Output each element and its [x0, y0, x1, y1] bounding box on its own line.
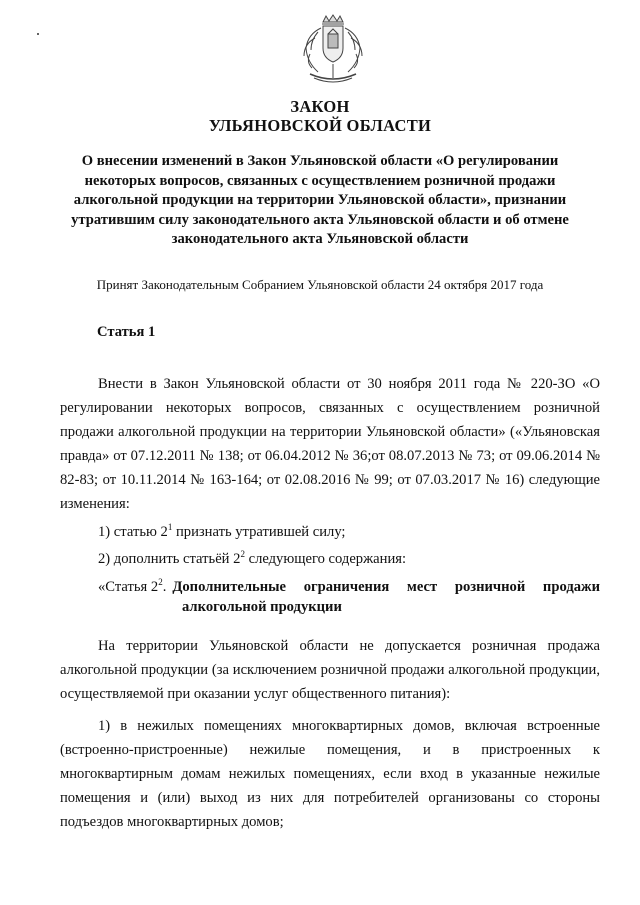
new-article-item-1: 1) в нежилых помещениях многоквартирных домов, включая встроенные (встроенно-пристроенные) нежилые помещения, и в пристроенных к многоквартирным домам нежилых помещениях, если вход в указанные нежилые помещения и (или) выход из них для потребителей организованы со стороны подъездов многоквартирных домов; [60, 718, 600, 830]
law-title-line2: УЛЬЯНОВСКОЙ ОБЛАСТИ [208, 116, 432, 135]
amendment-item-2-text-end: следующего содержания: [244, 551, 407, 567]
ulyanovsk-coat-of-arms-icon [296, 14, 370, 86]
amendment-item-1-superscript: 1 [167, 522, 173, 532]
new-article-title-line1 [98, 575, 600, 599]
amendment-item-2 [98, 547, 598, 571]
article-1-intro: Внести в Закон Ульяновской области от 30 ноября 2011 года № 220-ЗО «О регулировании некоторых вопросов, связанных с осуществлением розничной продажи алкогольной продукции на территории Ульяновской области» («Ульяновская правда» от 07.12.2011 № 138; от 06.04.2012 № 36;от 08.07.2013 № 73; от 09.06.2014 № 82-83; от 10.11.2014 № 163-164; от 02.08.2016 № 99; от 07.03.2017 № 16) следующие изменения: [60, 376, 600, 512]
new-article-title-line2: алкогольной продукции [182, 599, 342, 615]
scan-speck [37, 33, 39, 35]
new-article-title-text1: Дополнительные ограничения мест розничной продажи [172, 579, 600, 595]
amendment-item-1-text-end: признать утратившей силу; [172, 524, 346, 540]
law-title-line1: ЗАКОН [290, 97, 350, 116]
new-article-number-dot: . [162, 579, 167, 595]
article-1-title: Статья 1 [97, 324, 156, 340]
amendment-item-2-superscript: 2 [240, 549, 245, 559]
new-article-paragraph: На территории Ульяновской области не допускается розничная продажа алкогольной продукции (за исключением розничной продажи алкогольной продукции, осуществляемой при оказании услуг общественного питания): [60, 638, 600, 702]
new-article-number-superscript: 2 [158, 577, 163, 587]
law-title [0, 97, 640, 135]
amendment-item-1-text: 1) статью 2 [98, 524, 168, 540]
new-article-number [98, 575, 166, 599]
amendment-item-1 [98, 520, 598, 544]
new-article-number-text: «Статья 2 [98, 579, 159, 595]
new-article-heading [98, 575, 600, 619]
amendment-item-2-text: 2) дополнить статьёй 2 [98, 551, 241, 567]
adoption-note: Принят Законодательным Собранием Ульяновской области 24 октября 2017 года [96, 277, 544, 292]
document-heading: О внесении изменений в Закон Ульяновской области «О регулировании некоторых вопросов, связанных с осуществлением розничной продажи алкогольной продукции на территории Ульяновской области», признании утратившим силу законодательного акта Ульяновской области и об отмене законодательного акта Ульяновской области [71, 153, 569, 247]
